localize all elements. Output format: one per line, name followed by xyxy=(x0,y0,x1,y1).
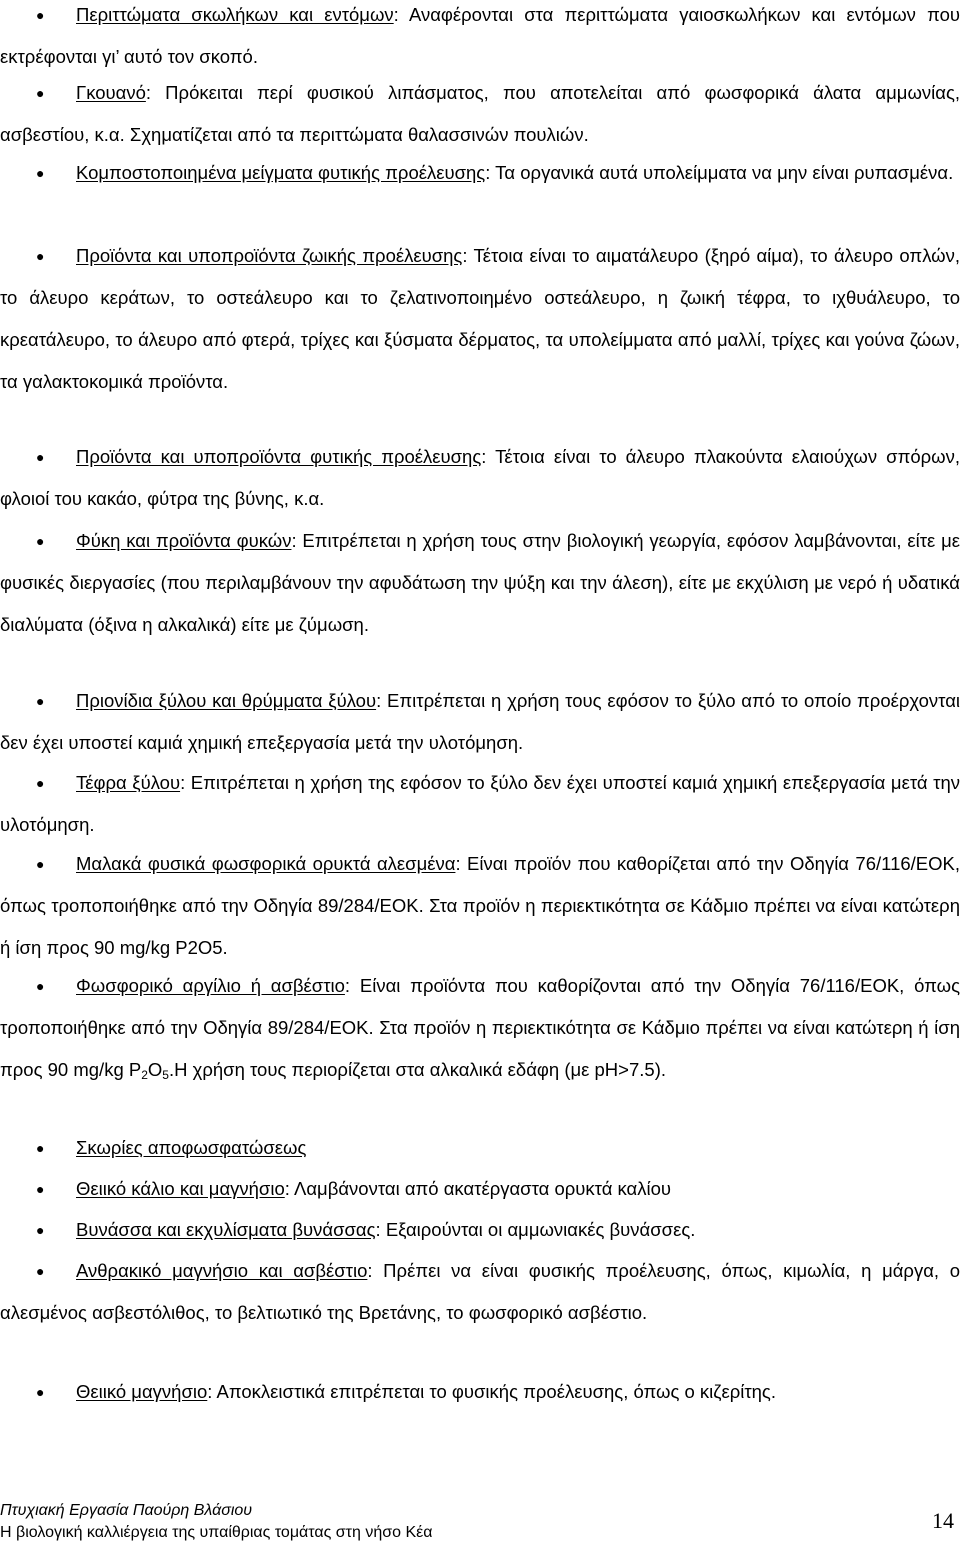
bullet-icon: ● xyxy=(36,1222,45,1238)
item-text: : Εξαιρούνται οι αμμωνιακές βυνάσσες. xyxy=(375,1219,696,1240)
item-text: : Τα οργανικά αυτά υπολείμματα να μην είναι ρυπασμένα. xyxy=(485,162,954,183)
item-term: Κομποστοποιημένα μείγματα φυτικής προέλευσης xyxy=(76,162,486,183)
footer-author: Πτυχιακή Εργασία Παούρη Βλάσιου xyxy=(0,1502,253,1519)
item-text: : Λαμβάνονται από ακατέργαστα ορυκτά καλίου xyxy=(284,1178,672,1199)
list-item xyxy=(0,1209,960,1251)
list-item xyxy=(0,1127,960,1169)
bullet-icon: ● xyxy=(36,856,45,872)
bullet-icon: ● xyxy=(36,248,45,264)
item-term: Φωσφορικό αργίλιο ή ασβέστιο xyxy=(76,975,345,996)
bullet-icon: ● xyxy=(36,165,45,181)
item-text: : Επιτρέπεται η χρήση τους στην βιολογική γεωργία, εφόσον λαμβάνονται, είτε με φυσικές διεργασίες (που περιλαμβάνουν την αφυδάτωση την ψύξη και την άλεση), είτε με εκχύλιση με νερό ή υδατικά διαλύματα (όξινα η αλκαλικά) είτε με ζύμωση. xyxy=(0,530,960,635)
bullet-icon: ● xyxy=(36,693,45,709)
item-text: : Πρέπει να είναι φυσικής προέλευσης, όπως, κιμωλία, η μάργα, ο αλεσμένος ασβεστόλιθος, το βελτιωτικό της Βρετάνης, το φωσφορικό ασβέστιο. xyxy=(0,1260,960,1323)
item-text: : Τέτοια είναι το άλευρο πλακούντα ελαιούχων σπόρων, φλοιοί του κακάο, φύτρα της βύνης, κ.α. xyxy=(0,446,960,509)
item-text: : Επιτρέπεται η χρήση τους εφόσον το ξύλο από το οποίο προέρχονται δεν έχει υποστεί καμιά χημική επεξεργασία μετά την υλοτόμηση. xyxy=(0,690,960,753)
page-number: 14 xyxy=(932,1508,954,1533)
list-item xyxy=(0,0,960,78)
list-item xyxy=(0,235,960,403)
item-term: Ανθρακικό μαγνήσιο και ασβέστιο xyxy=(76,1260,368,1281)
list-item xyxy=(0,965,960,1096)
list-item xyxy=(0,1168,960,1210)
item-term: Θειικό κάλιο και μαγνήσιο xyxy=(76,1178,285,1199)
list-item xyxy=(0,152,960,194)
item-text: : Είναι προϊόν που καθορίζεται από την Οδηγία 76/116/ΕΟΚ, όπως τροποποιήθηκε από την Οδηγία 89/284/ΕΟΚ. Στα προϊόν η περιεκτικότητα σε Κάδμιο πρέπει να είναι κατώτερη ή ίση προς 90 mg/kg P2O5. xyxy=(0,853,960,958)
footer xyxy=(0,1500,433,1544)
item-text-tail: .Η χρήση τους περιορίζεται στα αλκαλικά εδάφη (με pH>7.5). xyxy=(168,1059,666,1080)
subscript-5: 5 xyxy=(162,1068,169,1082)
item-text: : Αποκλειστικά επιτρέπεται το φυσικής προέλευσης, όπως ο κιζερίτης. xyxy=(207,1381,776,1402)
formula-p: P xyxy=(128,1059,142,1080)
item-term: Φύκη και προϊόντα φυκών xyxy=(76,530,292,551)
list-item xyxy=(0,72,960,156)
item-term: Σκωρίες αποφωσφατώσεως xyxy=(76,1137,307,1158)
bullet-icon: ● xyxy=(36,85,45,101)
list-item xyxy=(0,1250,960,1334)
item-term: Περιττώματα σκωλήκων και εντόμων xyxy=(76,4,394,25)
footer-thesis-title: Η βιολογική καλλιέργεια της υπαίθριας τομάτας στη νήσο Κέα xyxy=(0,1524,433,1541)
bullet-icon: ● xyxy=(36,1384,45,1400)
list-item xyxy=(0,680,960,764)
bullet-icon: ● xyxy=(36,1263,45,1279)
formula-o: O xyxy=(147,1059,163,1080)
list-item xyxy=(0,1371,960,1413)
item-term: Θειικό μαγνήσιο xyxy=(76,1381,208,1402)
bullet-icon: ● xyxy=(36,449,45,465)
list-item xyxy=(0,436,960,520)
bullet-icon: ● xyxy=(36,533,45,549)
item-term: Τέφρα ξύλου xyxy=(76,772,181,793)
list-item xyxy=(0,843,960,969)
item-term: Γκουανό xyxy=(76,82,146,103)
item-term: Μαλακά φυσικά φωσφορικά ορυκτά αλεσμένα xyxy=(76,853,456,874)
item-term: Πριονίδια ξύλου και θρύμματα ξύλου xyxy=(76,690,377,711)
bullet-icon: ● xyxy=(36,978,45,994)
item-text: : Επιτρέπεται η χρήση της εφόσον το ξύλο δεν έχει υποστεί καμιά χημική επεξεργασία μετά την υλοτόμηση. xyxy=(0,772,960,835)
item-term: Προϊόντα και υποπροϊόντα φυτικής προέλευσης xyxy=(76,446,482,467)
subscript-2: 2 xyxy=(141,1068,148,1082)
item-term: Προϊόντα και υποπροϊόντα ζωικής προέλευσης xyxy=(76,245,463,266)
bullet-icon: ● xyxy=(36,1140,45,1156)
bullet-icon: ● xyxy=(36,775,45,791)
item-text: : Είναι προϊόντα που καθορίζονται από την Οδηγία 76/116/ΕΟΚ, όπως τροποποιήθηκε από την Οδηγία 89/284/ΕΟΚ. Στα προϊόν η περιεκτικότητα σε Κάδμιο πρέπει να είναι κατώτερη ή ίση προς 90 mg/kg xyxy=(0,975,960,1080)
item-text: : Τέτοια είναι το αιματάλευρο (ξηρό αίμα), το άλευρο οπλών, το άλευρο κεράτων, το οστεάλευρο και το ζελατινοποιημένο οστεάλευρο, η ζωική τέφρα, το ιχθυάλευρο, το κρεατάλευρο, το άλευρο από φτερά, τρίχες και ξύσματα δέρματος, τα υπολείμματα από μαλλί, τρίχες και γούνα ζώων, τα γαλακτοκομικά προϊόντα. xyxy=(0,245,960,392)
list-item xyxy=(0,762,960,846)
bullet-icon: ● xyxy=(36,1181,45,1197)
item-term: Βυνάσσα και εκχυλίσματα βυνάσσας xyxy=(76,1219,376,1240)
bullet-icon: ● xyxy=(36,7,45,23)
item-text: : Αναφέρονται στα περιττώματα γαιοσκωλήκων και εντόμων που εκτρέφονται γι’ αυτό τον σκοπό. xyxy=(0,4,960,67)
list-item xyxy=(0,520,960,646)
item-text: : Πρόκειται περί φυσικού λιπάσματος, που αποτελείται από φωσφορικά άλατα αμμωνίας, ασβεστίου, κ.α. Σχηματίζεται από τα περιττώματα θαλασσινών πουλιών. xyxy=(0,82,960,145)
